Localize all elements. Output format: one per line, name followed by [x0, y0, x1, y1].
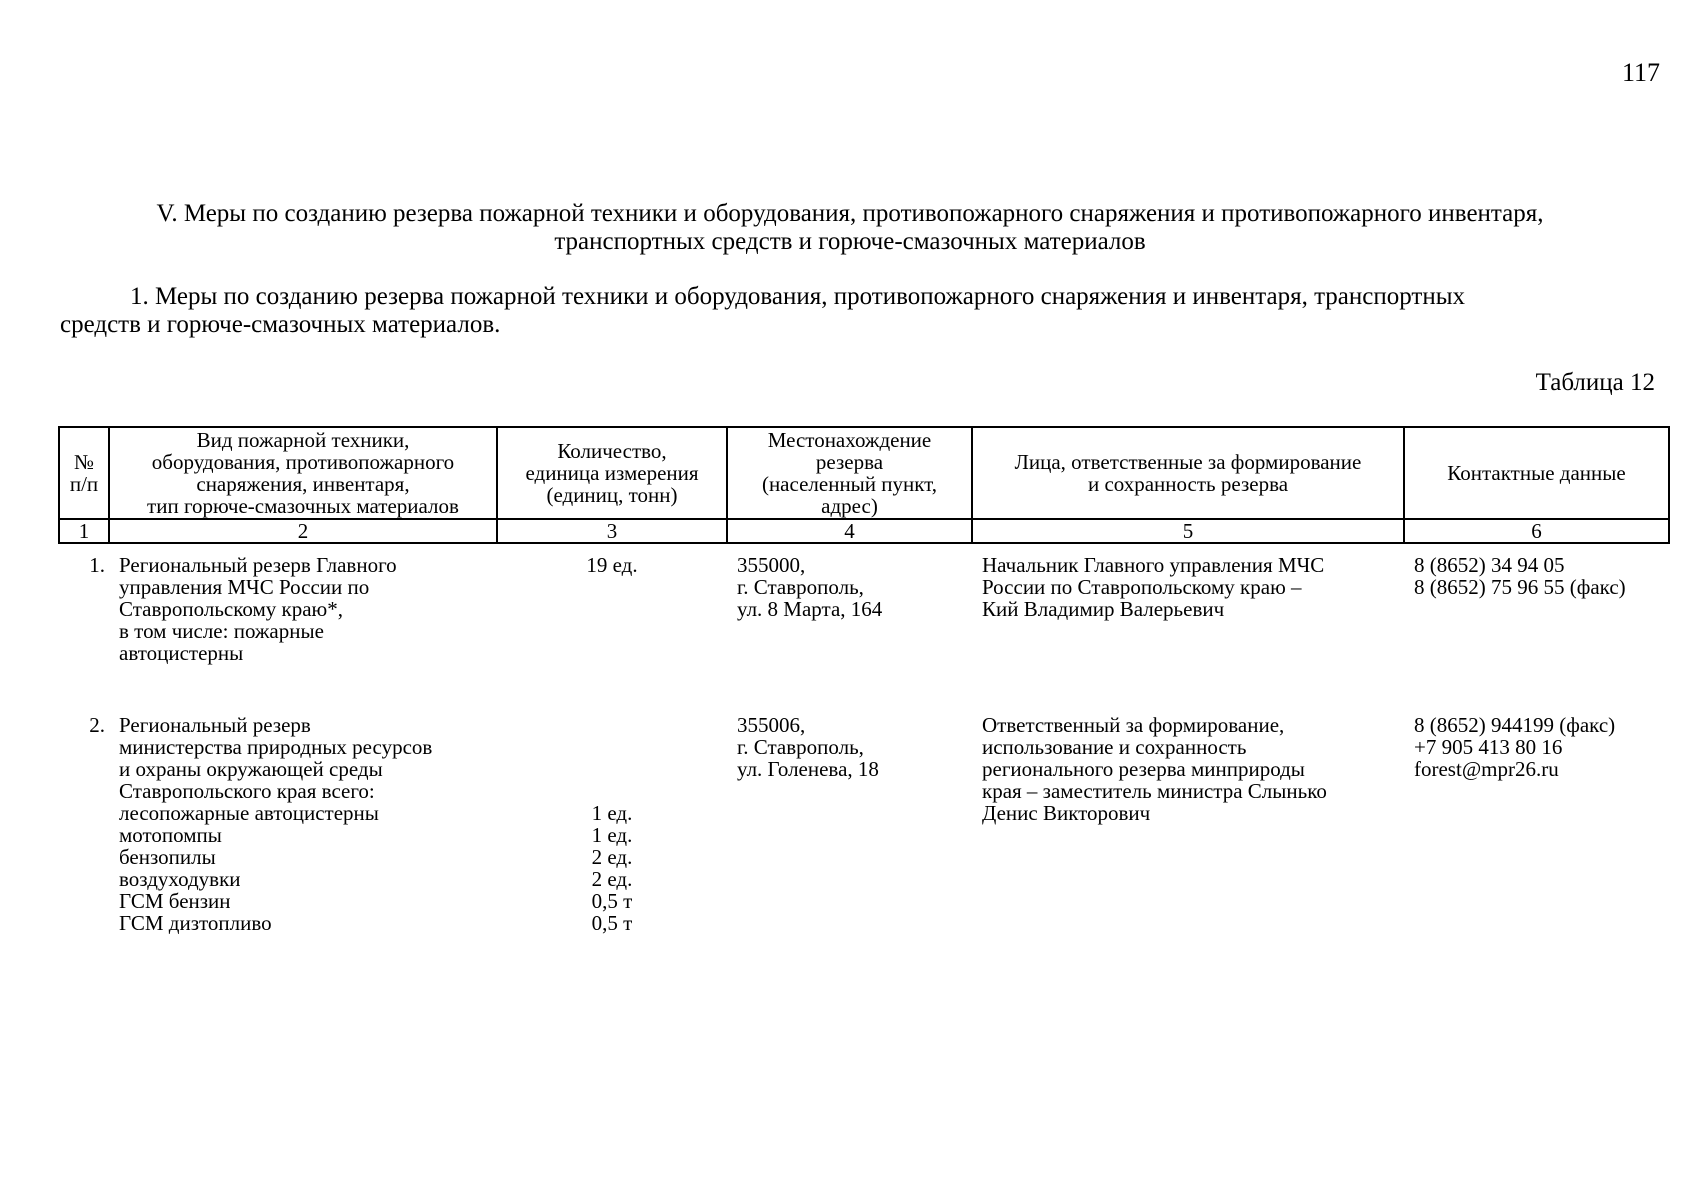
reserve-responsible: Начальник Главного управления МЧС России по Ставропольскому краю – Кий Владимир Валерьевич	[982, 553, 1325, 621]
column-number: 4	[727, 519, 972, 543]
section-title	[40, 200, 1660, 256]
table-header-row	[59, 427, 1669, 519]
reserve-table	[58, 426, 1670, 954]
reserve-quantity	[497, 704, 727, 954]
reserve-contacts: 8 (8652) 34 94 05 8 (8652) 75 96 55 (факс)	[1414, 553, 1626, 599]
column-number: 2	[109, 519, 497, 543]
section-title-line-2: транспортных средств и горюче-смазочных материалов	[554, 228, 1146, 255]
table-row	[59, 704, 1669, 954]
reserve-quantity: 19 ед.	[586, 553, 638, 577]
table-caption: Таблица 12	[1535, 369, 1655, 396]
reserve-responsible: Ответственный за формирование, использование и сохранность регионального резерва минприроды края – заместитель министра Слынько Денис Викторович	[982, 713, 1327, 825]
header-contacts: Контактные данные	[1404, 427, 1669, 519]
page-number: 117	[1621, 58, 1660, 87]
reserve-contacts: 8 (8652) 944199 (факс) +7 905 413 80 16 forest@mpr26.ru	[1414, 713, 1616, 781]
reserve-type: Региональный резерв Главного управления МЧС России по Ставропольскому краю*, в том числе: пожарные автоцистерны	[119, 553, 397, 665]
header-quantity: Количество, единица измерения (единиц, тонн)	[497, 427, 727, 519]
header-location: Местонахождение резерва (населенный пункт, адрес)	[727, 427, 972, 519]
subsection-line-2: средств и горюче-смазочных материалов.	[60, 311, 501, 338]
header-type: Вид пожарной техники, оборудования, противопожарного снаряжения, инвентаря, тип горюче-смазочных материалов	[109, 427, 497, 519]
subsection-heading	[60, 283, 1660, 339]
reserve-location: 355000, г. Ставрополь, ул. 8 Марта, 164	[737, 553, 883, 621]
reserve-location: 355006, г. Ставрополь, ул. Голенева, 18	[737, 713, 879, 781]
table-row	[59, 543, 1669, 704]
column-number: 3	[497, 519, 727, 543]
header-num: № п/п	[59, 427, 109, 519]
subsection-line-1: 1. Меры по созданию резерва пожарной техники и оборудования, противопожарного снаряжения и инвентаря, транспортных	[130, 283, 1466, 310]
row-number: 1.	[89, 553, 105, 577]
quantity-list: 1 ед. 1 ед. 2 ед. 2 ед. 0,5 т 0,5 т	[591, 801, 633, 935]
row-number: 2.	[89, 713, 105, 737]
column-number: 6	[1404, 519, 1669, 543]
column-number-row	[59, 519, 1669, 543]
section-title-line-1: V. Меры по созданию резерва пожарной техники и оборудования, противопожарного снаряжения и противопожарного инвентаря,	[156, 200, 1544, 227]
header-responsible: Лица, ответственные за формирование и сохранность резерва	[972, 427, 1404, 519]
column-number: 1	[59, 519, 109, 543]
column-number: 5	[972, 519, 1404, 543]
reserve-type: Региональный резерв министерства природных ресурсов и охраны окружающей среды Ставропольского края всего: лесопожарные автоцистерны мотопомпы бензопилы воздуходувки ГСМ бензин ГСМ дизтопливо	[119, 713, 433, 935]
